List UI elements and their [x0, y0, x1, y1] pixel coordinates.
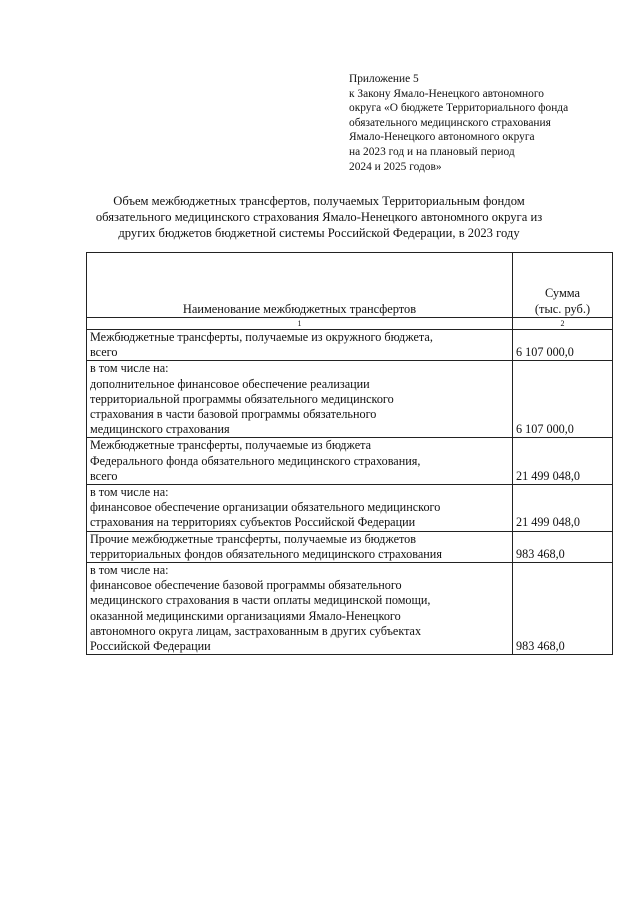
transfer-name-cell	[87, 485, 513, 532]
transfer-name-cell	[87, 361, 513, 438]
transfer-name-line: в том числе на:	[90, 563, 169, 578]
transfer-name-line: медицинского страхования	[90, 422, 230, 437]
table-row	[87, 485, 613, 532]
header-sum-line: Сумма	[544, 286, 581, 300]
document-title	[40, 193, 598, 241]
annex-line: обязательного медицинского страхования	[349, 116, 551, 129]
transfers-table	[86, 252, 613, 655]
transfer-name-line: всего	[90, 468, 118, 483]
transfer-name-line: Прочие межбюджетные трансферты, получаемые из бюджетов	[90, 531, 417, 546]
title-line: других бюджетов бюджетной системы Российской Федерации, в 2023 году	[118, 226, 520, 240]
transfer-name-line: территориальной программы обязательного медицинского	[90, 391, 394, 406]
transfer-name-line: в том числе на:	[90, 485, 169, 500]
table-body	[87, 330, 613, 655]
transfer-name-line: автономного округа лицам, застрахованным в других субъектах	[90, 623, 422, 638]
transfer-name-cell	[87, 531, 513, 562]
annex-reference	[349, 72, 619, 174]
table-row	[87, 330, 613, 361]
transfer-amount-cell: 21 499 048,0	[513, 485, 613, 532]
transfer-name-line: в том числе на:	[90, 361, 169, 376]
table-header-row	[87, 253, 613, 318]
transfer-name-line: оказанной медицинскими организациями Ямало-Ненецкого	[90, 608, 401, 623]
table-row	[87, 438, 613, 485]
transfer-amount-cell: 6 107 000,0	[513, 361, 613, 438]
transfer-name-line: медицинского страхования в части оплаты медицинской помощи,	[90, 593, 431, 608]
header-sum-unit: (тыс. руб.)	[534, 301, 591, 316]
table-row	[87, 563, 613, 655]
annex-line: к Закону Ямало-Ненецкого автономного	[349, 87, 544, 100]
header-sum	[513, 253, 613, 318]
transfer-name-cell	[87, 438, 513, 485]
transfer-name-line: Федерального фонда обязательного медицинского страхования,	[90, 453, 421, 468]
transfer-name-line: страхования в части базовой программы обязательного	[90, 407, 377, 422]
transfer-name-line: дополнительное финансовое обеспечение реализации	[90, 376, 370, 391]
annex-line: на 2023 год и на плановый период	[349, 145, 515, 158]
transfer-name-line: страхования на территориях субъектов Российской Федерации	[90, 515, 416, 530]
column-number-row	[87, 318, 613, 330]
transfer-name-line: Российской Федерации	[90, 639, 211, 654]
annex-line: 2024 и 2025 годов»	[349, 160, 442, 173]
transfer-name-line: всего	[90, 345, 118, 360]
table-row	[87, 361, 613, 438]
table-row	[87, 531, 613, 562]
transfer-name-line: финансовое обеспечение организации обязательного медицинского	[90, 500, 441, 515]
transfer-name-cell	[87, 563, 513, 655]
transfer-amount-cell: 983 468,0	[513, 531, 613, 562]
transfer-name-cell	[87, 330, 513, 361]
column-number: 1	[87, 318, 513, 330]
transfer-amount-cell: 6 107 000,0	[513, 330, 613, 361]
annex-line: Приложение 5	[349, 73, 419, 85]
header-name: Наименование межбюджетных трансфертов	[87, 253, 513, 318]
transfer-name-line: территориальных фондов обязательного медицинского страхования	[90, 546, 442, 561]
title-line: обязательного медицинского страхования Ямало-Ненецкого автономного округа из	[95, 210, 543, 224]
transfer-name-line: финансовое обеспечение базовой программы обязательного	[90, 578, 402, 593]
transfer-name-line: Межбюджетные трансферты, получаемые из окружного бюджета,	[90, 330, 433, 344]
transfer-name-line: Межбюджетные трансферты, получаемые из бюджета	[90, 438, 372, 453]
title-line: Объем межбюджетных трансфертов, получаемых Территориальным фондом	[113, 194, 525, 208]
annex-line: Ямало-Ненецкого автономного округа	[349, 131, 535, 144]
annex-line: округа «О бюджете Территориального фонда	[349, 102, 569, 115]
transfer-amount-cell: 21 499 048,0	[513, 438, 613, 485]
transfer-amount-cell: 983 468,0	[513, 563, 613, 655]
column-number: 2	[513, 318, 613, 330]
